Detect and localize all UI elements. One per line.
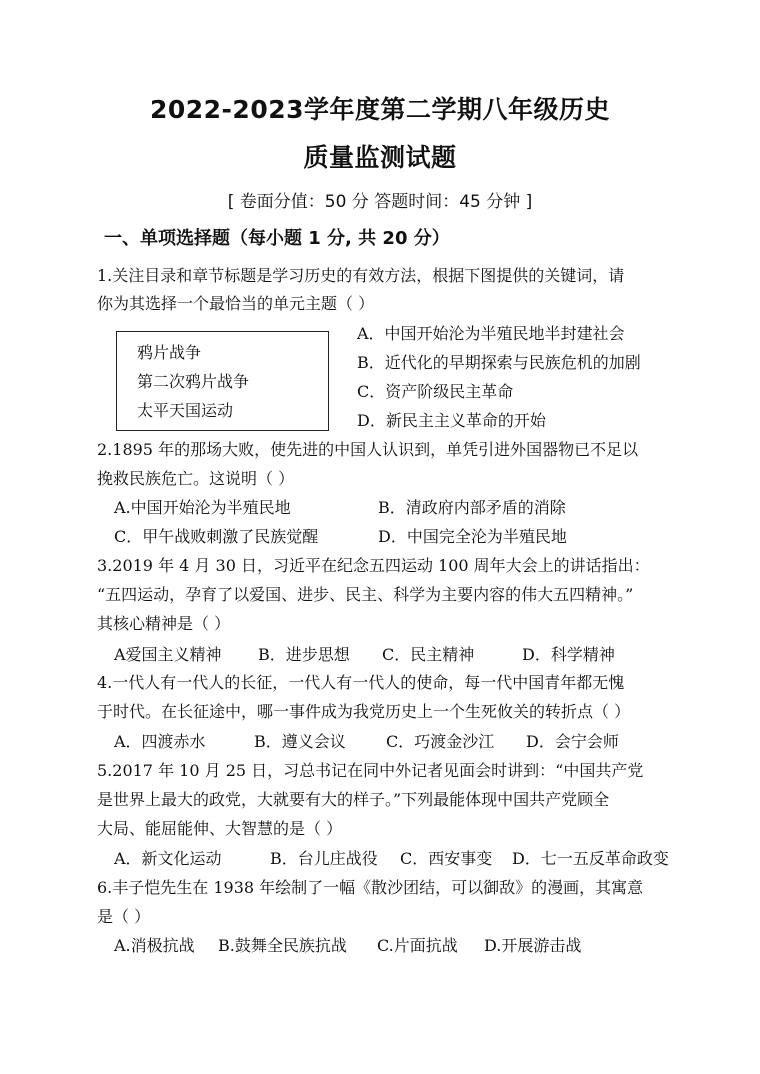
exam-title-line2: 质量监测试题 [303,143,457,172]
q1-option-d: D．新民主主义革命的开始 [357,411,546,430]
exam-meta: [ 卷面分值：50 分 答题时间：45 分钟 ] [227,192,533,212]
q1-keyword: 鸦片战争 [137,343,202,362]
q2-option-c: C．甲午战败刺激了民族觉醒 [114,527,319,546]
q4-option-c: C．巧渡金沙江 [386,732,495,751]
section-heading: 一、单项选择题（每小题 1 分, 共 20 分） [104,228,450,249]
q3-option-b: B．进步思想 [258,645,350,664]
q3-stem-line3: 其核心精神是（ ） [97,614,231,633]
q2-option-a: A.中国开始沦为半殖民地 [114,498,291,517]
exam-title-line1: 2022-2023学年度第二学期八年级历史 [149,95,611,124]
q6-option-c: C.片面抗战 [377,936,458,955]
q5-stem-line1: 5.2017 年 10 月 25 日，习总书记在同中外记者见面会时讲到：“中国共产党 [97,761,644,780]
q2-stem-line1: 2.1895 年的那场大败，使先进的中国人认识到，单凭引进外国器物已不足以 [97,440,639,459]
q5-option-c: C．西安事变 [400,849,493,868]
q5-option-b: B．台儿庄战役 [270,849,378,868]
q6-option-b: B.鼓舞全民族抗战 [218,936,347,955]
q4-option-b: B．遵义会议 [254,732,346,751]
q2-stem-line2: 挽救民族危亡。这说明（ ） [97,469,295,488]
q3-stem-line1: 3.2019 年 4 月 30 日，习近平在纪念五四运动 100 周年大会上的讲话指出： [97,556,650,575]
q1-keyword: 太平天国运动 [137,401,234,420]
q3-option-c: C．民主精神 [382,645,475,664]
q1-option-a: A．中国开始沦为半殖民地半封建社会 [357,324,625,343]
q1-option-b: B．近代化的早期探索与民族危机的加剧 [357,353,641,372]
q6-option-a: A.消极抗战 [114,936,195,955]
q5-option-a: A．新文化运动 [114,849,222,868]
q1-keyword-box [116,331,329,431]
q2-option-d: D．中国完全沦为半殖民地 [378,527,567,546]
q3-stem-line2: “五四运动，孕育了以爱国、进步、民主、科学为主要内容的伟大五四精神。” [97,585,634,604]
q5-stem-line2: 是世界上最大的政党，大就要有大的样子。”下列最能体现中国共产党顾全 [97,790,610,809]
q5-stem-line3: 大局、能屈能伸、大智慧的是（ ） [97,819,343,838]
q3-option-d: D．科学精神 [522,645,615,664]
q4-option-a: A．四渡赤水 [114,732,206,751]
q6-stem-line1: 6.丰子恺先生在 1938 年绘制了一幅《散沙团结，可以御敌》的漫画，其寓意 [97,878,644,897]
q1-stem-line2: 你为其选择一个最恰当的单元主题（ ） [97,294,375,313]
q4-option-d: D．会宁会师 [526,732,619,751]
q1-keyword: 第二次鸦片战争 [137,372,250,391]
q6-stem-line2: 是（ ） [97,907,151,926]
q6-option-d: D.开展游击战 [484,936,582,955]
q2-option-b: B．清政府内部矛盾的消除 [378,498,566,517]
q5-option-d: D．七一五反革命政变 [512,849,669,868]
q1-option-c: C．资产阶级民主革命 [357,382,514,401]
q4-stem-line2: 于时代。在长征途中，哪一事件成为我党历史上一个生死攸关的转折点（ ） [97,702,631,721]
q3-option-a: A爱国主义精神 [114,645,222,664]
q4-stem-line1: 4.一代人有一代人的长征，一代人有一代人的使命，每一代中国青年都无愧 [97,673,625,692]
q1-stem-line1: 1.关注目录和章节标题是学习历史的有效方法，根据下图提供的关键词，请 [97,266,625,285]
